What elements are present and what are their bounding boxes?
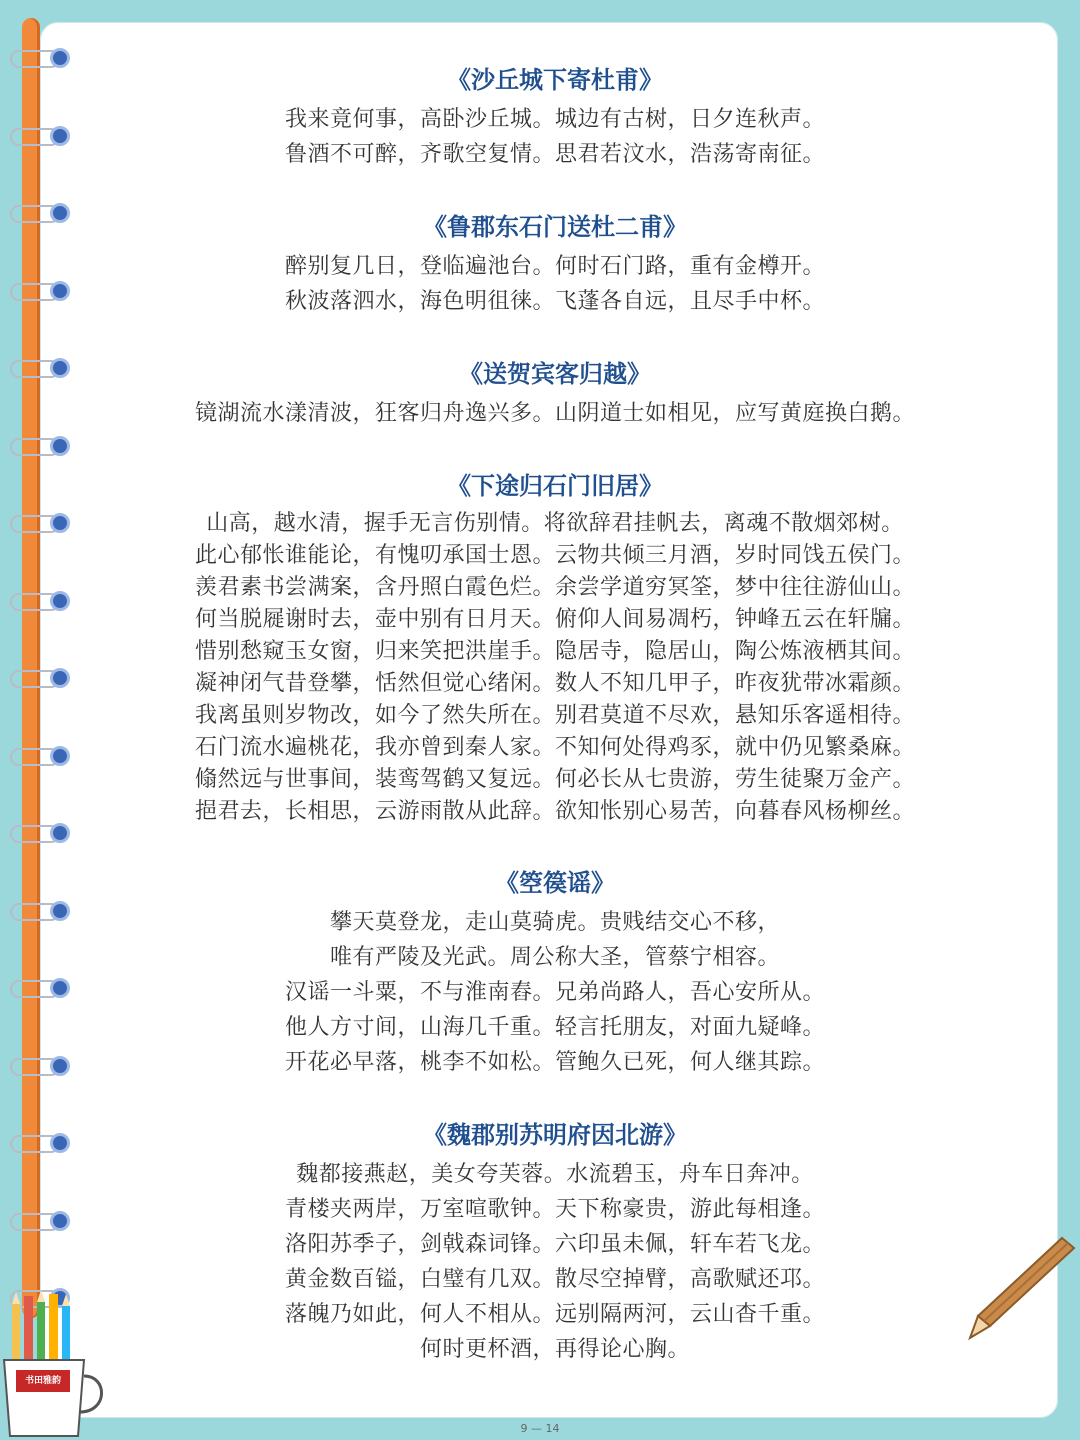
poem-title: 《下途归石门旧居》 (447, 472, 663, 500)
poem-line: 我来竟何事，高卧沙丘城。城边有古树，日夕连秋声。 (284, 107, 825, 132)
ring-hole (50, 978, 70, 998)
ring-hole (50, 1056, 70, 1076)
binding-ring (10, 748, 64, 764)
page-number: 9 — 14 (520, 1422, 560, 1435)
binding-ring (10, 515, 64, 531)
binding-ring (10, 438, 64, 454)
poem-section (140, 62, 970, 172)
poem-line: 汉谣一斗粟，不与淮南舂。兄弟尚路人，吾心安所从。 (284, 980, 825, 1005)
binding-ring (10, 1058, 64, 1074)
binding-ring (10, 205, 64, 221)
poem-line: 此心郁怅谁能论，有愧叨承国士恩。云物共倾三月酒，岁时同饯五侯门。 (194, 543, 915, 568)
poem-line: 秋波落泗水，海色明徂徕。飞蓬各自远，且尽手中杯。 (284, 289, 825, 314)
poem-line: 何时更杯酒，再得论心胸。 (419, 1337, 690, 1362)
poem-line: 魏都接燕赵，美女夸芙蓉。水流碧玉，舟车日奔冲。 (296, 1162, 814, 1187)
binding-ring (10, 283, 64, 299)
poem-section (140, 468, 970, 828)
poem-line: 攀天莫登龙，走山莫骑虎。贵贱结交心不移， (329, 910, 780, 935)
pencil-icon (950, 1230, 1080, 1350)
binding-ring (10, 1213, 64, 1229)
poem-line: 醉别复几日，登临遍池台。何时石门路，重有金樽开。 (284, 254, 825, 279)
ring-hole (50, 203, 70, 223)
binding-ring (10, 50, 64, 66)
ring-hole (50, 668, 70, 688)
poem-line: 山高，越水清，握手无言伤别情。将欲辞君挂帆去，离魂不散烟郊树。 (206, 511, 904, 536)
binding-ring (10, 825, 64, 841)
poem-line: 唯有严陵及光武。周公称大圣，管蔡宁相容。 (329, 945, 780, 970)
ring-hole (50, 358, 70, 378)
binding-ring (10, 1135, 64, 1151)
ring-hole (50, 126, 70, 146)
poem-line: 落魄乃如此，何人不相从。远别隔两河，云山杳千重。 (284, 1302, 825, 1327)
poem-line: 何当脱屣谢时去，壶中别有日月天。俯仰人间易凋朽，钟峰五云在轩牖。 (194, 607, 915, 632)
poem-line: 石门流水遍桃花，我亦曾到秦人家。不知何处得鸡豕，就中仍见繁桑麻。 (194, 735, 915, 760)
poem-line: 翛然远与世事间，装鸾驾鹤又复远。何必长从七贵游，劳生徒聚万金产。 (194, 767, 915, 792)
poem-line: 我离虽则岁物改，如今了然失所在。别君莫道不尽欢，悬知乐客遥相待。 (194, 703, 915, 728)
ring-hole (50, 901, 70, 921)
poem-title: 《鲁郡东石门送杜二甫》 (423, 213, 687, 241)
binding-ring (10, 128, 64, 144)
poem-section (140, 356, 970, 431)
poem-title: 《魏郡别苏明府因北游》 (423, 1121, 687, 1149)
poem-title: 《送贺宾客归越》 (459, 360, 651, 388)
poem-line: 黄金数百镒，白璧有几双。散尽空掉臂，高歌赋还邛。 (284, 1267, 825, 1292)
binding-ring (10, 903, 64, 919)
ring-hole (50, 591, 70, 611)
poem-line: 镜湖流水漾清波，狂客归舟逸兴多。山阴道士如相见，应写黄庭换白鹅。 (194, 401, 915, 426)
poem-section (140, 865, 970, 1080)
ring-hole (50, 1133, 70, 1153)
poem-line: 挹君去，长相思，云游雨散从此辞。欲知怅别心易苦，向暮春风杨柳丝。 (194, 799, 915, 824)
poem-collection (140, 62, 970, 1404)
poem-line: 惜别愁窥玉女窗，归来笑把洪崖手。隐居寺，隐居山，陶公炼液栖其间。 (194, 639, 915, 664)
poem-line: 鲁酒不可醉，齐歌空复情。思君若汶水，浩荡寄南征。 (284, 142, 825, 167)
poem-line: 洛阳苏季子，剑戟森词锋。六印虽未佩，轩车若飞龙。 (284, 1232, 825, 1257)
ring-hole (50, 436, 70, 456)
poem-line: 开花必早落，桃李不如松。管鲍久已死，何人继其踪。 (284, 1050, 825, 1075)
poem-line: 他人方寸间，山海几千重。轻言托朋友，对面九疑峰。 (284, 1015, 825, 1040)
ring-hole (50, 281, 70, 301)
binding-ring (10, 670, 64, 686)
binding-ring (10, 980, 64, 996)
poem-section (140, 1117, 970, 1367)
binding-ring (10, 360, 64, 376)
binding-ring (10, 593, 64, 609)
ring-hole (50, 746, 70, 766)
poem-line: 凝神闭气昔登攀，恬然但觉心绪闲。数人不知几甲子，昨夜犹带冰霜颜。 (194, 671, 915, 696)
poem-title: 《箜篌谣》 (495, 869, 615, 897)
ring-hole (50, 1211, 70, 1231)
cup-label: 书田雅韵 (14, 1368, 72, 1394)
poem-section (140, 209, 970, 319)
poem-line: 羡君素书尝满案，含丹照白霞色烂。余尝学道穷冥筌，梦中往往游仙山。 (194, 575, 915, 600)
ring-hole (50, 823, 70, 843)
ring-hole (50, 513, 70, 533)
poem-title: 《沙丘城下寄杜甫》 (447, 66, 663, 94)
ring-hole (50, 48, 70, 68)
poem-line: 青楼夹两岸，万室喧歌钟。天下称豪贵，游此每相逢。 (284, 1197, 825, 1222)
